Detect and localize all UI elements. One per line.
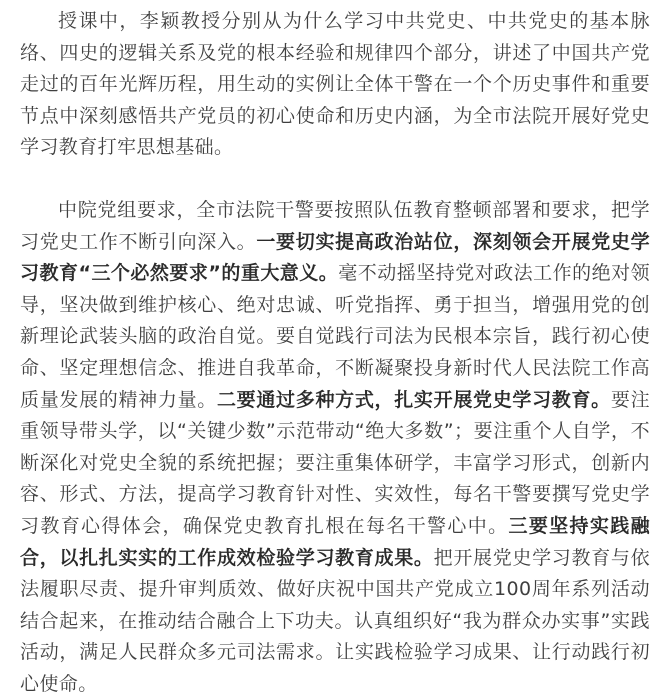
point-3-title: 三要坚持实践融合，以扎扎实实的工作成效检验学习教育成果。	[20, 514, 650, 569]
paragraph-lecture-summary	[20, 6, 650, 164]
point-2-body: 要注重领导带头学，以“关键少数”示范带动“绝大多数”；要注重个人自学，不断深化对党史全貌的系统把握；要注重集体研学，丰富学习形式，创新内容、形式、方法，提高学习教育针对性、实效性，每名干警要撰写党史学习教育心得体会，确保党史教育扎根在每名干警心中。	[20, 388, 650, 537]
point-3-body: 把开展党史学习教育与依法履职尽责、提升审判质效、做好庆祝中国共产党成立100周年系列活动结合起来，在推动结合融合上下功夫。认真组织好“我为群众办实事”实践活动，满足人民群众多元司法需求。让实践检验学习成果、让行动践行初心使命。	[20, 546, 650, 695]
article-body	[20, 6, 650, 700]
point-1-title: 一要切实提高政治站位，深刻领会开展党史学习教育“三个必然要求”的重大意义。	[20, 230, 650, 285]
paragraph-party-requirements	[20, 195, 650, 700]
paragraph-lecture-text: 授课中，李颖教授分别从为什么学习中共党史、中共党史的基本脉络、四史的逻辑关系及党的根本经验和规律四个部分，讲述了中国共产党走过的百年光辉历程，用生动的实例让全体干警在一个个历史事件和重要节点中深刻感悟共产党员的初心使命和历史内涵，为全市法院开展好党史学习教育打牢思想基础。	[20, 10, 650, 159]
requirements-intro: 中院党组要求，全市法院干警要按照队伍教育整顿部署和要求，把学习党史工作不断引向深入。	[20, 198, 650, 253]
point-2-title: 二要通过多种方式，扎实开展党史学习教育。	[216, 388, 611, 411]
point-1-body: 毫不动摇坚持党对政法工作的绝对领导，坚决做到维护核心、绝对忠诚、听党指挥、勇于担当，增强用党的创新理论武装头脑的政治自觉。要自觉践行司法为民根本宗旨，践行初心使命、坚定理想信念、推进自我革命，不断凝聚投身新时代人民法院工作高质量发展的精神力量。	[20, 262, 651, 411]
